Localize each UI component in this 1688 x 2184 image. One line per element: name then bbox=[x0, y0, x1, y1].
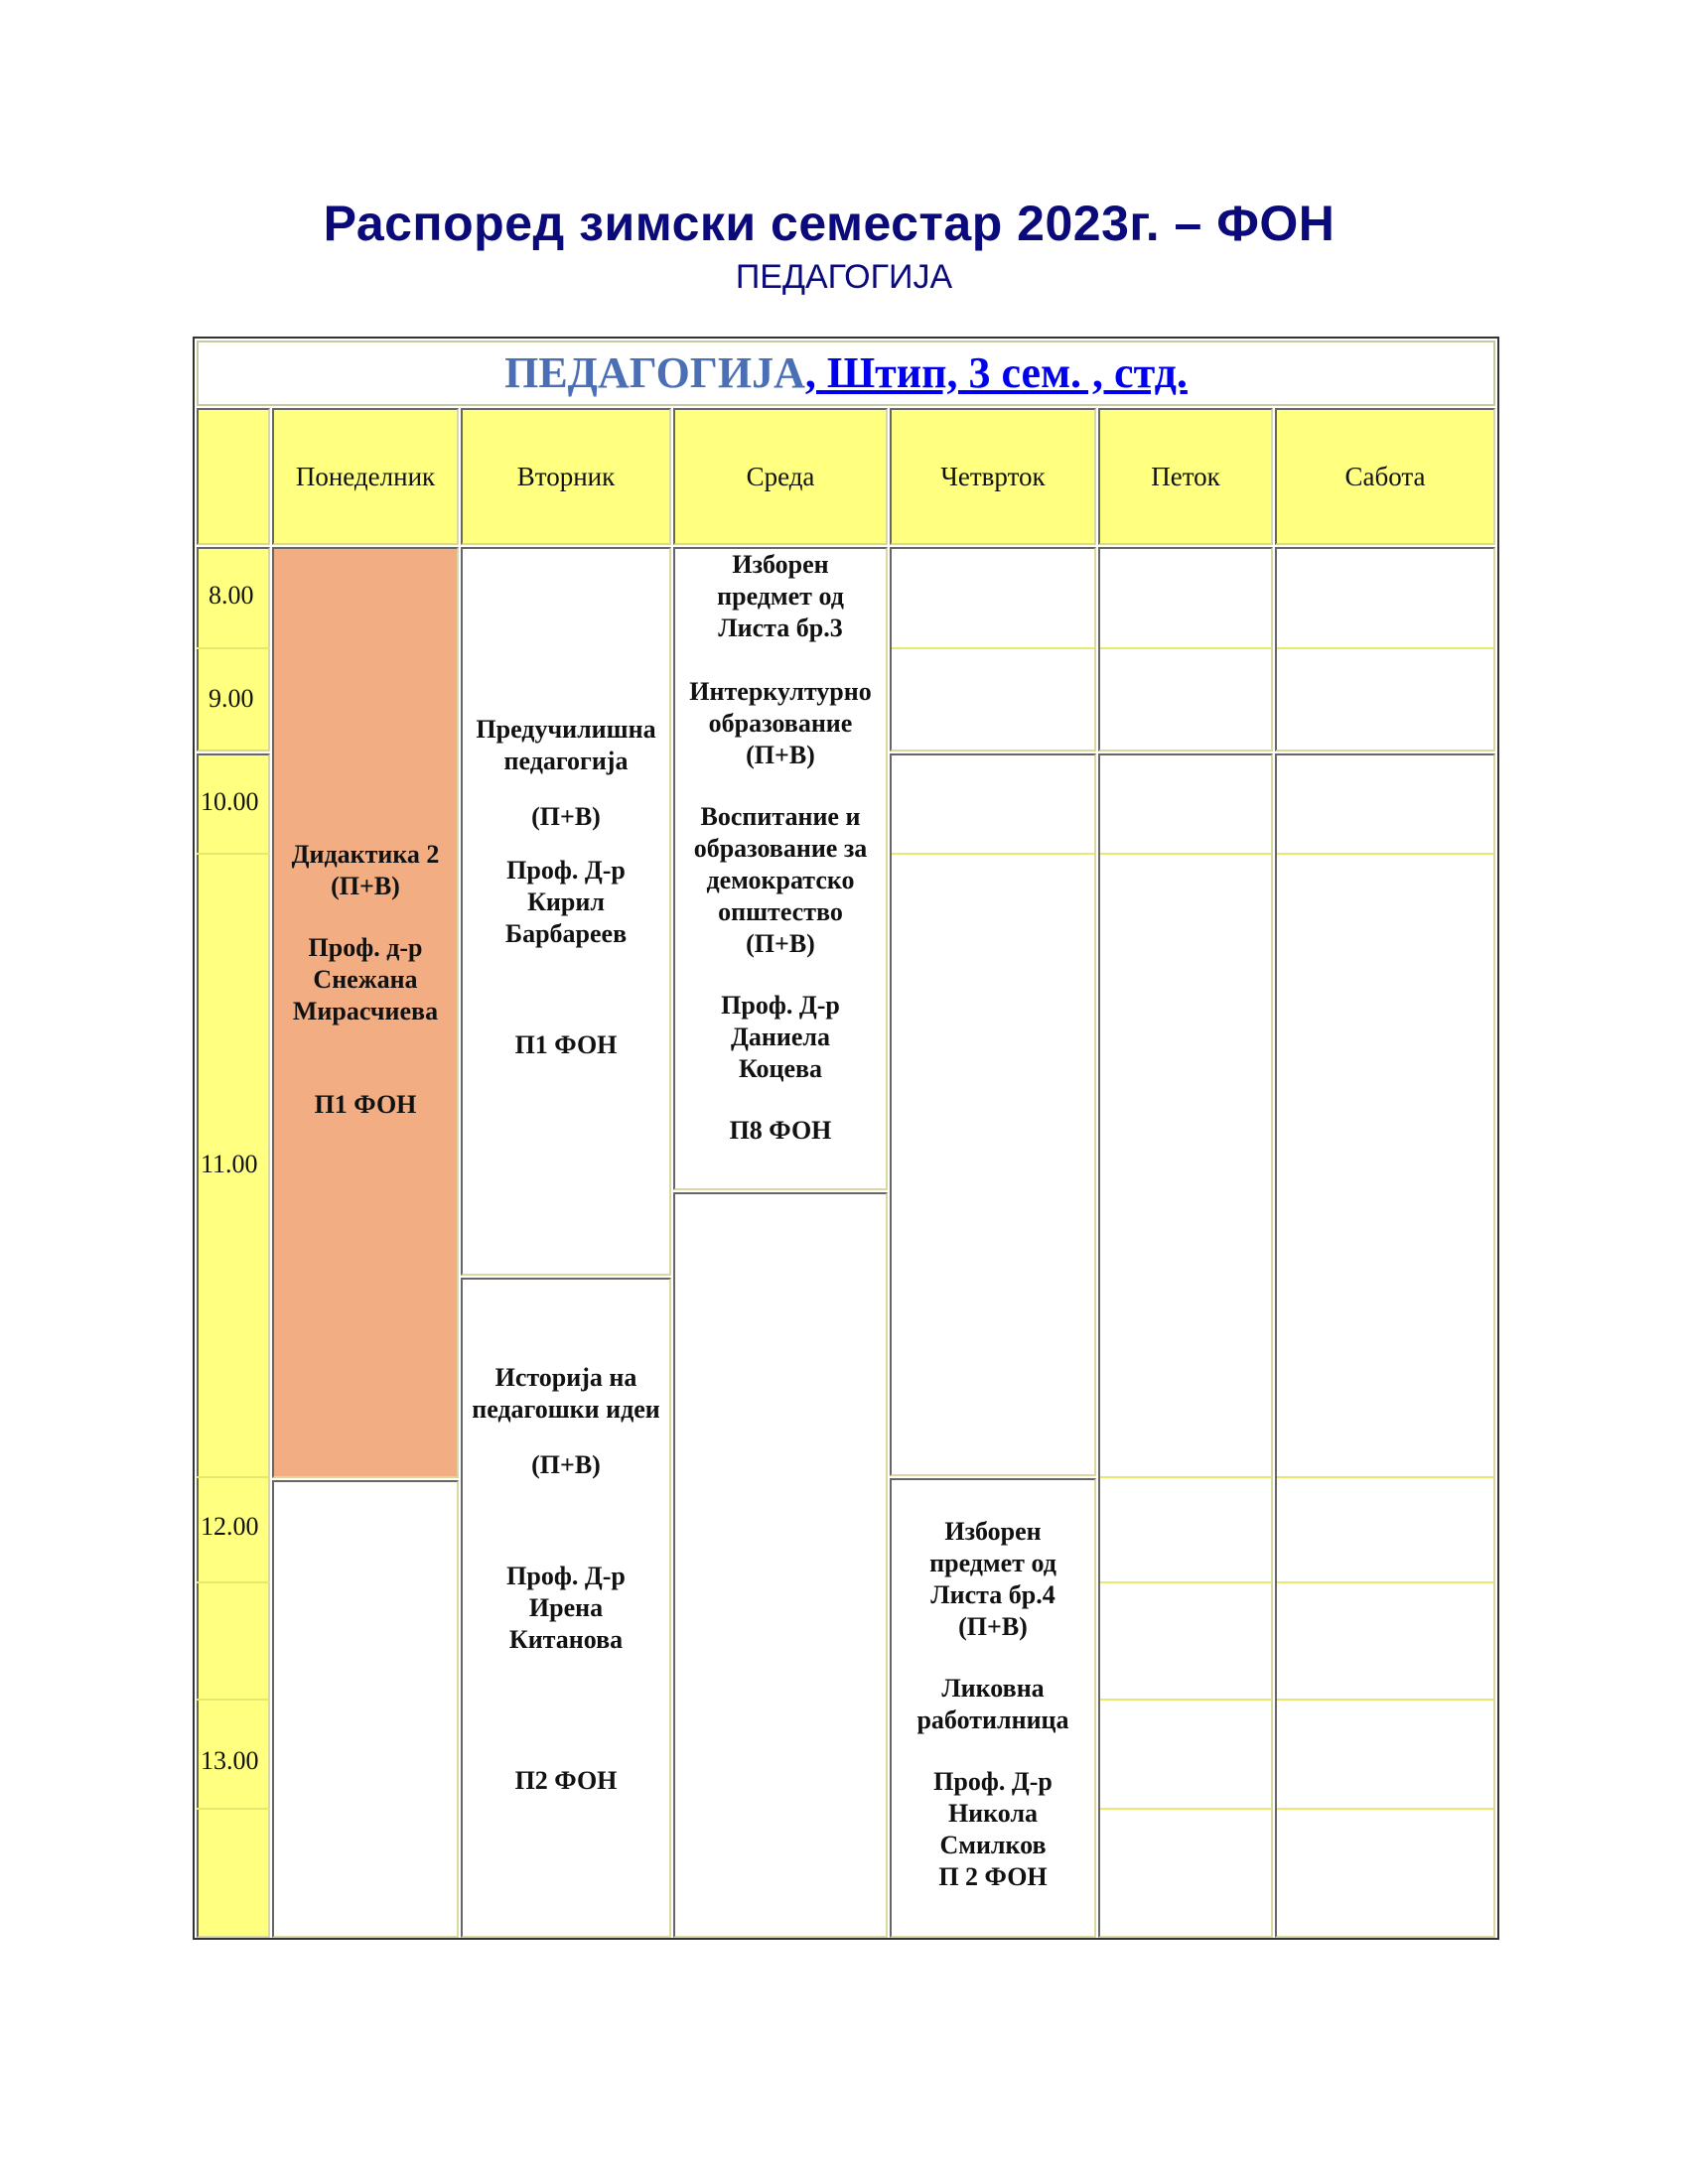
course-name: образование bbox=[708, 709, 853, 738]
elective-label: Листа бр.4 bbox=[930, 1580, 1055, 1609]
professor-title: Проф. Д-р bbox=[506, 856, 626, 885]
banner-program: ПЕДАГОГИЈА bbox=[504, 348, 805, 397]
professor-surname: Коцева bbox=[738, 1054, 823, 1083]
course-name: Предучилишна bbox=[476, 715, 656, 744]
wednesday-empty-cell bbox=[673, 1192, 888, 1938]
monday-empty-cell bbox=[272, 1480, 459, 1938]
tuesday-class-text-1 bbox=[463, 714, 669, 1061]
schedule-table bbox=[193, 337, 1499, 1940]
banner-details-link[interactable]: , Штип, 3 сем. , стд. bbox=[804, 348, 1188, 397]
row-divider bbox=[1100, 1699, 1271, 1701]
friday-empty-cell bbox=[1098, 547, 1273, 751]
time-divider bbox=[197, 1476, 270, 1478]
time-label: 8.00 bbox=[209, 581, 254, 610]
day-header-tuesday: Вторник bbox=[461, 408, 671, 545]
room: П1 ФОН bbox=[514, 1030, 618, 1059]
page-title: Распоред зимски семестар 2023г. – ФОН bbox=[323, 196, 1336, 251]
day-header-saturday: Сабота bbox=[1275, 408, 1495, 545]
course-name: образование за bbox=[693, 834, 868, 863]
professor-title: Проф. д-р bbox=[308, 933, 423, 962]
course-name: демократско bbox=[706, 866, 855, 894]
page-subtitle: ПЕДАГОГИЈА bbox=[735, 258, 953, 296]
row-divider bbox=[892, 647, 1094, 649]
thursday-empty-cell bbox=[890, 753, 1096, 1476]
friday-empty-cell bbox=[1098, 753, 1273, 1938]
elective-label: Изборен bbox=[944, 1517, 1042, 1546]
row-divider bbox=[1277, 853, 1493, 855]
room: П 2 ФОН bbox=[938, 1862, 1048, 1891]
time-divider bbox=[197, 647, 270, 649]
time-label: 12.00 bbox=[201, 1512, 259, 1541]
day-header-thursday: Четврток bbox=[890, 408, 1096, 545]
row-divider bbox=[1100, 1581, 1271, 1583]
header-corner-cell bbox=[197, 408, 270, 545]
thursday-class-text bbox=[892, 1516, 1094, 1893]
room: П8 ФОН bbox=[729, 1116, 832, 1145]
professor-surname: Мирасчиева bbox=[292, 997, 439, 1025]
time-label: 10.00 bbox=[201, 787, 259, 816]
time-divider bbox=[197, 853, 270, 855]
professor-name: Ирена bbox=[528, 1593, 604, 1622]
class-type: (П+В) bbox=[531, 802, 601, 831]
row-divider bbox=[1277, 647, 1493, 649]
course-name: Историја на bbox=[494, 1363, 637, 1392]
day-header-wednesday: Среда bbox=[673, 408, 888, 545]
time-divider bbox=[197, 1808, 270, 1810]
elective-label: Изборен bbox=[732, 550, 829, 579]
course-name: Ликовна bbox=[941, 1674, 1045, 1703]
room: П2 ФОН bbox=[514, 1766, 618, 1795]
saturday-empty-cell bbox=[1275, 547, 1495, 751]
row-divider bbox=[1277, 1476, 1493, 1478]
time-divider bbox=[197, 1581, 270, 1583]
time-divider bbox=[197, 1699, 270, 1701]
professor-title: Проф. Д-р bbox=[933, 1767, 1053, 1796]
course-name: работилница bbox=[916, 1706, 1069, 1734]
course-name: Воспитание и bbox=[700, 802, 861, 831]
class-type: (П+В) bbox=[746, 929, 815, 958]
table-banner bbox=[197, 341, 1495, 406]
elective-label: Листа бр.3 bbox=[718, 614, 843, 642]
course-name: педагогија bbox=[503, 747, 629, 775]
professor-name: Кирил bbox=[527, 887, 605, 916]
tuesday-class-text-2 bbox=[463, 1362, 669, 1797]
monday-class-text bbox=[274, 839, 457, 1121]
row-divider bbox=[892, 853, 1094, 855]
class-type: (П+В) bbox=[746, 741, 815, 769]
wednesday-class-text bbox=[675, 549, 886, 1147]
time-label: 11.00 bbox=[201, 1150, 258, 1178]
class-type: (П+В) bbox=[958, 1612, 1028, 1641]
row-divider bbox=[1277, 1808, 1493, 1810]
professor-name: Никола bbox=[947, 1799, 1039, 1828]
elective-label: предмет од bbox=[929, 1549, 1056, 1577]
row-divider bbox=[1100, 647, 1271, 649]
professor-title: Проф. Д-р bbox=[506, 1562, 626, 1590]
professor-surname: Китанова bbox=[508, 1625, 624, 1654]
day-header-friday: Петок bbox=[1098, 408, 1273, 545]
row-divider bbox=[1277, 1699, 1493, 1701]
class-type: (П+В) bbox=[531, 1450, 601, 1479]
saturday-empty-cell bbox=[1275, 753, 1495, 1938]
row-divider bbox=[1100, 1808, 1271, 1810]
room: П1 ФОН bbox=[314, 1090, 417, 1119]
time-label: 13.00 bbox=[201, 1746, 259, 1775]
class-type: (П+В) bbox=[331, 872, 400, 900]
professor-surname: Барбареев bbox=[504, 919, 628, 948]
row-divider bbox=[1100, 1476, 1271, 1478]
professor-name: Даниела bbox=[731, 1023, 830, 1051]
professor-name: Снежана bbox=[313, 965, 418, 994]
time-column-top bbox=[197, 547, 270, 751]
professor-title: Проф. Д-р bbox=[721, 991, 840, 1020]
day-header-monday: Понеделник bbox=[272, 408, 459, 545]
row-divider bbox=[1277, 1581, 1493, 1583]
row-divider bbox=[1100, 853, 1271, 855]
course-name: Дидактика 2 bbox=[291, 840, 440, 869]
professor-surname: Смилков bbox=[939, 1831, 1047, 1859]
thursday-empty-cell bbox=[890, 547, 1096, 751]
elective-label: предмет од bbox=[717, 582, 844, 611]
course-name: педагошки идеи bbox=[472, 1395, 660, 1424]
course-name: Интеркултурно bbox=[689, 677, 872, 706]
course-name: општество bbox=[718, 897, 843, 926]
time-label: 9.00 bbox=[209, 684, 254, 713]
